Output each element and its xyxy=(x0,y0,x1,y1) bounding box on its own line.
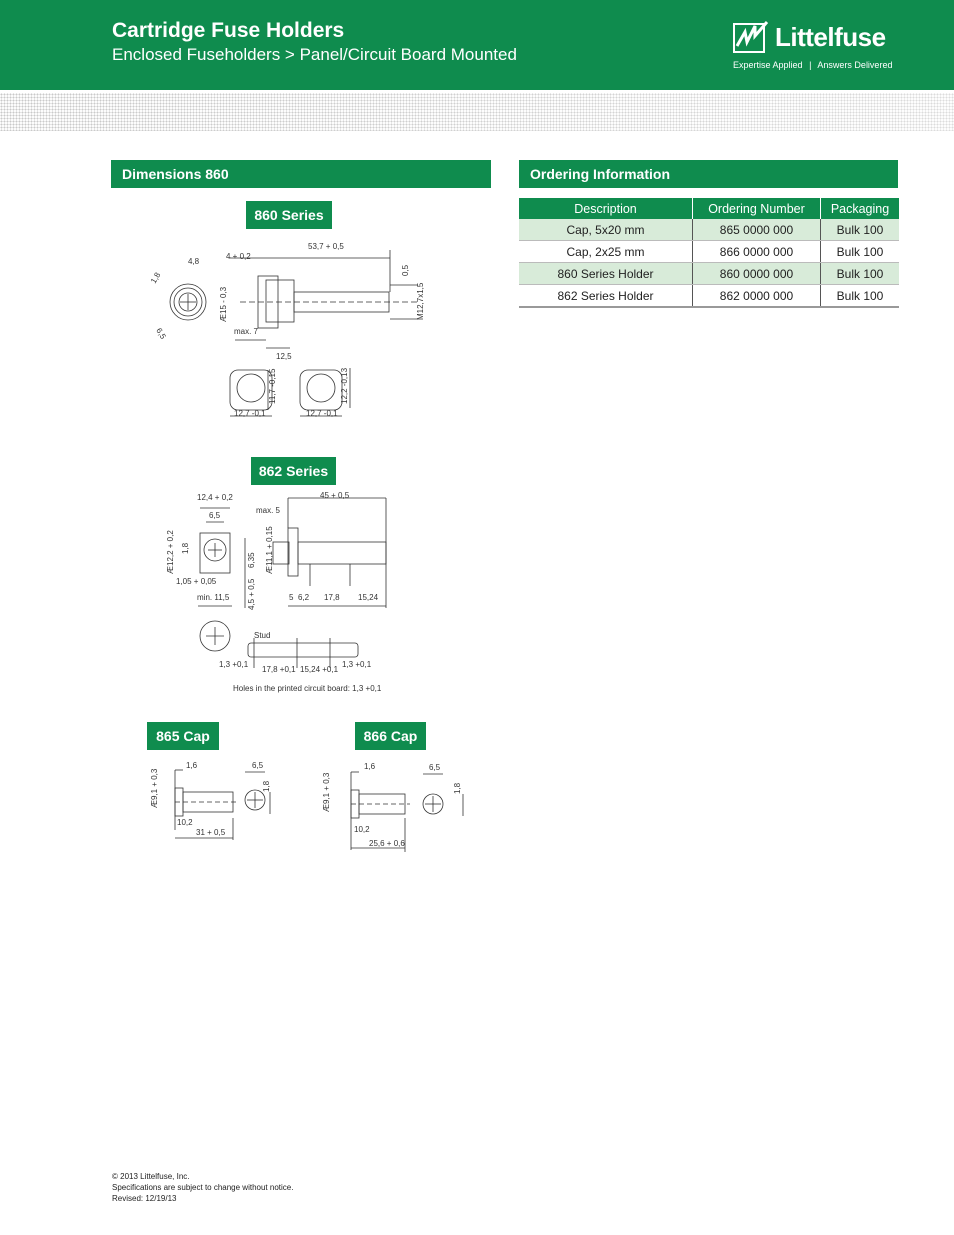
dimensions-heading: Dimensions 860 xyxy=(111,160,491,188)
dim-text: 12,2 -0,13 xyxy=(340,367,349,404)
footer-copyright: © 2013 Littelfuse, Inc. xyxy=(112,1172,190,1181)
dim-text: Æ9,1 + 0,3 xyxy=(322,772,331,812)
dim-text: 1,3 +0,1 xyxy=(342,660,372,669)
cell-description: Cap, 5x20 mm xyxy=(519,219,693,241)
dim-text: 12,5 xyxy=(276,352,292,361)
dim-text: 4,5 + 0,5 xyxy=(247,578,256,610)
pcb-hole-note: Holes in the printed circuit board: 1,3 +0,1 xyxy=(233,684,382,693)
dim-text: 25,6 + 0,6 xyxy=(369,839,405,848)
table-row xyxy=(519,241,899,263)
dim-text: min. 11,5 xyxy=(197,593,230,602)
dim-text: 6,5 xyxy=(154,326,168,341)
drawing-860-series xyxy=(140,238,440,423)
cell-ordering-number: 862 0000 000 xyxy=(693,285,821,308)
dim-text: Æ12,2 + 0,2 xyxy=(166,530,175,574)
dim-text: 10,2 xyxy=(177,818,193,827)
dim-text: 6,5 xyxy=(209,511,221,520)
dim-text: 6,5 xyxy=(252,761,264,770)
dim-text: 1,8 xyxy=(262,780,271,792)
dim-text: 1,8 xyxy=(181,542,190,554)
dim-text: 17,8 xyxy=(324,593,340,602)
logo-wordmark: Littelfuse xyxy=(775,22,886,52)
cell-packaging: Bulk 100 xyxy=(821,263,900,285)
cell-ordering-number: 860 0000 000 xyxy=(693,263,821,285)
dim-text: 15,24 +0,1 xyxy=(300,665,339,674)
dim-text: 12,4 + 0,2 xyxy=(197,493,233,502)
label-860-series: 860 Series xyxy=(246,201,332,229)
dim-text: 1,6 xyxy=(186,761,198,770)
ordering-heading: Ordering Information xyxy=(519,160,898,188)
dim-text: M12,7x1,5 xyxy=(416,282,425,320)
dim-text: 1,6 xyxy=(364,762,376,771)
drawing-865-cap xyxy=(145,758,285,843)
dim-text: max. 5 xyxy=(256,506,281,515)
dim-text: 5 xyxy=(289,593,294,602)
page-title: Cartridge Fuse Holders xyxy=(112,19,345,42)
dim-text: Æ15 - 0,3 xyxy=(219,286,228,322)
page-footer xyxy=(112,1171,293,1204)
cell-packaging: Bulk 100 xyxy=(821,241,900,263)
dim-text: 1,3 +0,1 xyxy=(219,660,249,669)
table-row xyxy=(519,285,899,308)
dim-text: 17,8 +0,1 xyxy=(262,665,296,674)
littelfuse-mark-icon xyxy=(733,20,769,54)
cell-description: Cap, 2x25 mm xyxy=(519,241,693,263)
dim-text: 6,5 xyxy=(429,763,441,772)
label-866-cap: 866 Cap xyxy=(355,722,426,750)
table-row xyxy=(519,263,899,285)
label-865-cap: 865 Cap xyxy=(147,722,219,750)
page-header xyxy=(0,0,954,90)
footer-notice: Specifications are subject to change without notice. xyxy=(112,1183,294,1192)
dim-text: Stud xyxy=(254,631,271,640)
dim-text: 15,24 xyxy=(358,593,379,602)
dim-text: 1,8 xyxy=(453,782,462,794)
dim-text: 45 + 0,5 xyxy=(320,491,350,500)
dim-text: 6,35 xyxy=(247,552,256,568)
cell-ordering-number: 865 0000 000 xyxy=(693,219,821,241)
dim-text: 1,05 + 0,05 xyxy=(176,577,217,586)
cell-description: 860 Series Holder xyxy=(519,263,693,285)
dim-text: 0,5 xyxy=(401,264,410,276)
cell-ordering-number: 866 0000 000 xyxy=(693,241,821,263)
col-packaging: Packaging xyxy=(821,198,900,219)
dim-text: Æ9,1 + 0,3 xyxy=(150,768,159,808)
page-subtitle: Enclosed Fuseholders > Panel/Circuit Board Mounted xyxy=(112,45,517,64)
ordering-table xyxy=(519,198,899,308)
dim-text: 12,7 -0,1 xyxy=(306,409,338,418)
drawing-866-cap xyxy=(318,758,468,858)
table-header-row xyxy=(519,198,899,219)
col-ordering-number: Ordering Number xyxy=(693,198,821,219)
table-row xyxy=(519,219,899,241)
cell-packaging: Bulk 100 xyxy=(821,285,900,308)
label-862-series: 862 Series xyxy=(251,457,336,485)
littelfuse-logo xyxy=(733,20,903,75)
logo-tagline: Expertise Applied | Answers Delivered xyxy=(733,60,893,70)
dim-text: Æ11,1 + 0,15 xyxy=(265,526,274,574)
dim-text: 10,2 xyxy=(354,825,370,834)
dim-text: 6,2 xyxy=(298,593,310,602)
tagline-left: Expertise Applied xyxy=(733,60,803,70)
dim-text: 4 + 0,2 xyxy=(226,252,251,261)
dim-text: max. 7 xyxy=(234,327,259,336)
drawing-862-series xyxy=(160,488,410,698)
dim-text: 31 + 0,5 xyxy=(196,828,226,837)
footer-revised: Revised: 12/19/13 xyxy=(112,1194,177,1203)
tagline-right: Answers Delivered xyxy=(817,60,893,70)
dim-text: 53,7 + 0,5 xyxy=(308,242,344,251)
dim-text: 12,7 -0,1 xyxy=(234,409,266,418)
dim-text: 11,7 -0,15 xyxy=(268,368,277,404)
col-description: Description xyxy=(519,198,693,219)
cell-packaging: Bulk 100 xyxy=(821,219,900,241)
dim-text: 4,8 xyxy=(188,257,200,266)
cell-description: 862 Series Holder xyxy=(519,285,693,308)
dim-text: 1,8 xyxy=(148,270,163,285)
